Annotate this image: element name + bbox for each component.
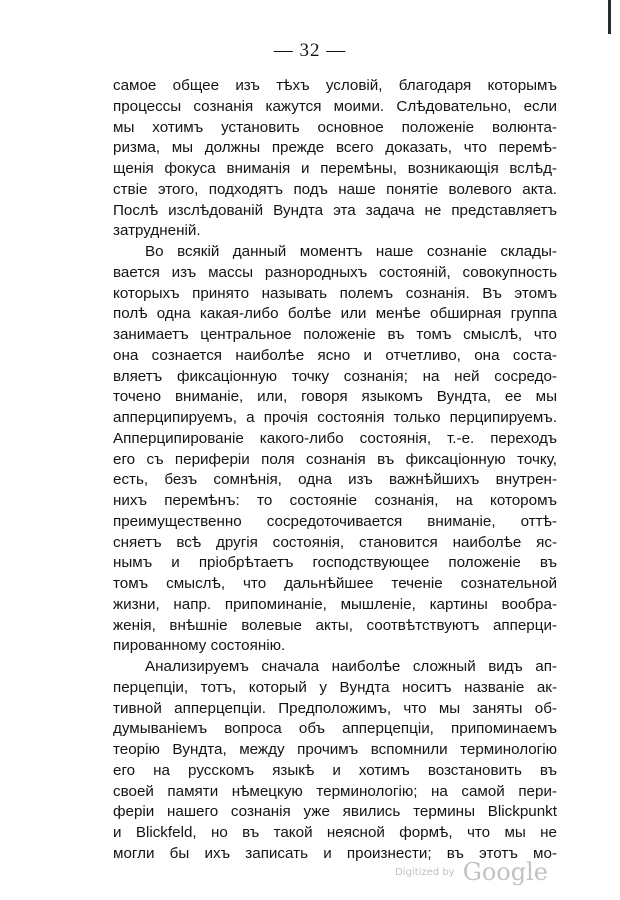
text-line: вается изъ массы разнородныхъ состояній, совокупность <box>113 263 557 281</box>
text-line: Апперципированіе какого-либо состоянія, т.-е. переходъ <box>113 429 557 447</box>
text-line: вляетъ фиксаціонную точку сознанія; на ней сосредо- <box>113 367 557 385</box>
text-line: феріи нашего сознанія уже явились термины Blickpunkt <box>113 803 557 821</box>
text-line: перцепціи, тотъ, который у Вундта носитъ названіе ак- <box>113 678 557 696</box>
text-line: своей памяти нѣмецкую терминологію; на самой пери- <box>113 782 557 800</box>
text-line: Послѣ изслѣдованій Вундта эта задача не представляетъ <box>113 201 557 219</box>
text-line: преимущественно сосредоточивается вниманіе, оттѣ- <box>113 512 557 530</box>
text-line: процессы сознанія кажутся моими. Слѣдовательно, если <box>113 97 557 115</box>
text-line: пированному состоянію. <box>113 637 286 655</box>
google-logo: Google <box>462 858 548 886</box>
text-line: и Blickfeld, но въ такой неясной формѣ, что мы не <box>113 824 557 841</box>
text-line: ствіе этого, подходятъ подъ наше понятіе волевого акта. <box>113 180 557 198</box>
text-line: жизни, напр. припоминаніе, мышленіе, картины вообра- <box>113 595 557 613</box>
text-line: могли бы ихъ записать и произнести; въ этотъ мо- <box>113 844 557 862</box>
body-text <box>113 76 557 865</box>
text-line: Анализируемъ сначала наиболѣе сложный видъ ап- <box>145 658 557 675</box>
text-line: женія, внѣшніе волевые акты, соотвѣтствуютъ апперци- <box>113 616 557 634</box>
text-line: тивной апперцепціи. Предположимъ, что мы заняты об- <box>113 699 557 717</box>
text-line: которыхъ принято называть полемъ сознанія. Въ этомъ <box>113 284 557 302</box>
text-line: мы хотимъ установить основное положеніе волюнта- <box>113 118 557 136</box>
text-line: его съ периферіи поля сознанія въ фиксаціонную точку, <box>113 450 557 468</box>
text-line: она сознается наиболѣе ясно и отчетливо, она соста- <box>113 346 557 364</box>
text-line: апперципируемъ, а прочія состоянія только перципируемъ. <box>113 409 557 426</box>
text-line: сняетъ всѣ другія состоянія, становится наиболѣе яс- <box>113 533 557 551</box>
text-line: Во всякій данный моментъ наше сознаніе склады- <box>145 243 557 260</box>
digitized-by-google-watermark <box>395 858 548 886</box>
text-line: томъ смыслѣ, что дальнѣйшее теченіе сознательной <box>113 575 557 592</box>
text-line: занимаетъ центральное положеніе въ томъ смыслѣ, что <box>113 326 557 343</box>
text-line: его на русскомъ языкѣ и хотимъ возстановить въ <box>113 761 557 779</box>
text-line: щенія фокуса вниманія и перемѣны, возникающія вслѣд- <box>113 160 557 177</box>
text-line: нихъ перемѣнъ: то состояніе сознанія, на которомъ <box>113 492 557 509</box>
page-number: — 32 — <box>273 40 347 61</box>
watermark-caption: Digitized by <box>395 866 455 878</box>
page-edge-mark <box>608 0 611 34</box>
text-line: ризма, мы должны прежде всего доказать, что перемѣ- <box>113 139 557 157</box>
text-line: самое общее изъ тѣхъ условій, благодаря которымъ <box>113 77 557 94</box>
text-line: точено вниманіе, или, говоря языкомъ Вундта, ее мы <box>113 388 557 406</box>
text-line: нымъ и пріобрѣтаетъ господствующее положеніе въ <box>113 554 557 572</box>
text-line: есть, безъ сомнѣнія, одна изъ важнѣйшихъ внутрен- <box>113 471 557 489</box>
text-line: думываніемъ вопроса объ апперцепціи, припоминаемъ <box>113 720 557 738</box>
text-line: затрудненій. <box>113 222 201 240</box>
text-line: полѣ одна какая-либо болѣе или менѣе обширная группа <box>113 305 557 323</box>
text-line: теорію Вундта, между прочимъ вспомнили терминологію <box>113 741 557 758</box>
